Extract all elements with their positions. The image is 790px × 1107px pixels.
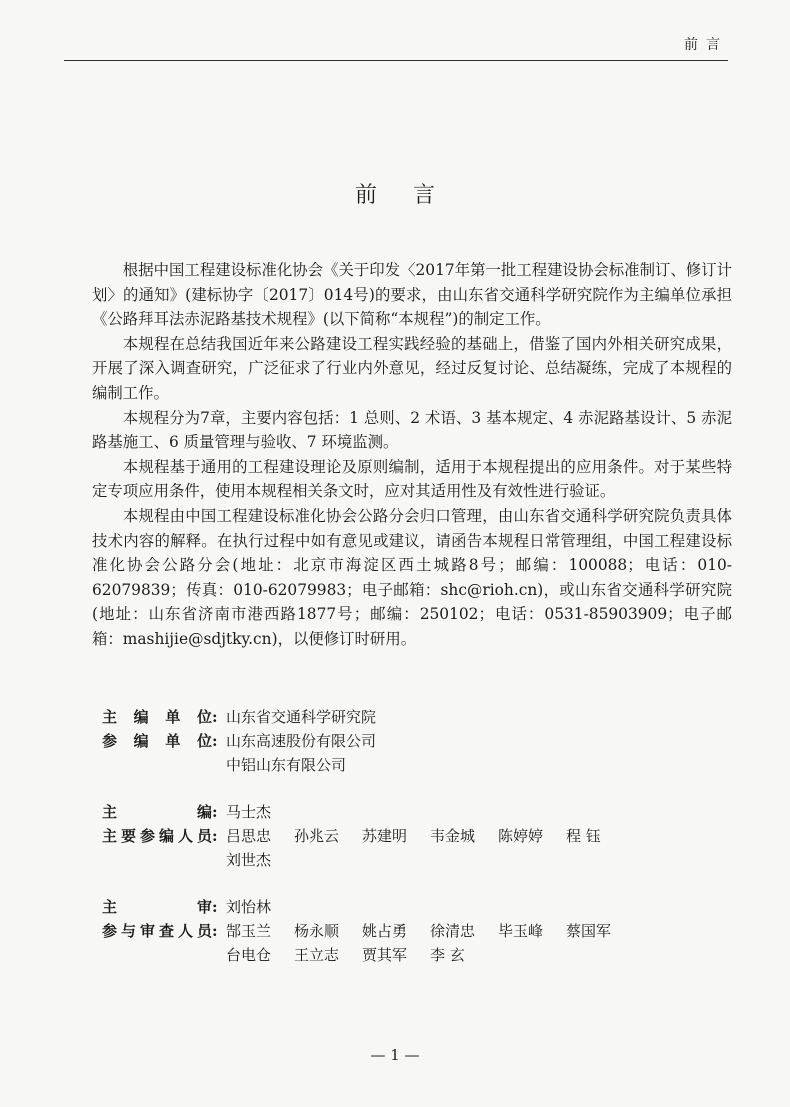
person-name: 毕玉峰 xyxy=(498,922,544,940)
credit-label: 主审 xyxy=(102,898,212,916)
chief-editor: 主编 : 马士杰 xyxy=(102,800,634,824)
header-rule xyxy=(64,60,728,61)
paragraph: 本规程由中国工程建设标准化协会公路分会归口管理，由山东省交通科学研究院负责具体技术内容的解释。在执行过程中如有意见或建议，请函告本规程日常管理组，中国工程建设标准化协会公路分会(地址：北京市海淀区西土城路8号；邮编：100088；电话：010-62079839；传真：010-62079983；电子邮箱：shc@rioh.cn)，或山东省交通科学研究院(地址：山东省济南市港西路1877号；邮编：250102；电话：0531-85903909；电子邮箱：mashijie@sdjtky.cn)，以便修订时研用。 xyxy=(92,506,732,648)
page-number: — 1 — xyxy=(370,1046,420,1064)
person-name: 程 钰 xyxy=(566,827,601,845)
credit-label: 参编单位 xyxy=(102,732,212,750)
credit-label: 主编单位 xyxy=(102,708,212,726)
credit-value: 刘怡林 xyxy=(226,898,272,916)
person-name: 杨永顺 xyxy=(294,922,340,940)
credit-value: 山东省交通科学研究院 xyxy=(226,708,377,726)
person-name: 郜玉兰 xyxy=(226,922,272,940)
person-name: 陈婷婷 xyxy=(498,827,544,845)
person-name: 李 玄 xyxy=(430,946,465,964)
credit-label: 主编 xyxy=(102,803,212,821)
person-name: 徐清忠 xyxy=(430,922,476,940)
person-name: 刘世杰 xyxy=(226,851,272,869)
paragraph: 本规程分为7章，主要内容包括：1 总则、2 术语、3 基本规定、4 赤泥路基设计、5 赤泥路基施工、6 质量管理与验收、7 环境监测。 xyxy=(92,408,732,452)
credit-label: 参与审查人员 xyxy=(102,922,212,940)
preface-body xyxy=(92,258,732,652)
running-header: 前言 xyxy=(684,37,728,53)
credits-block xyxy=(102,705,634,967)
person-name: 孙兆云 xyxy=(294,827,340,845)
reviewers: 参与审查人员 : 郜玉兰 杨永顺 姚占勇 徐清忠 毕玉峰 蔡国军 台电仓 王立志 贾其军 李 玄 xyxy=(102,919,634,967)
page-title: 前言 xyxy=(354,183,471,208)
person-name: 台电仓 xyxy=(226,946,272,964)
person-name: 蔡国军 xyxy=(566,922,612,940)
credit-value: 山东高速股份有限公司 xyxy=(226,732,377,750)
person-name: 韦金城 xyxy=(430,827,476,845)
chief-unit: 主编单位 : 山东省交通科学研究院 xyxy=(102,705,634,729)
paragraph: 本规程基于通用的工程建设理论及原则编制，适用于本规程提出的应用条件。对于某些特定专项应用条件，使用本规程相关条文时，应对其适用性及有效性进行验证。 xyxy=(92,457,732,501)
credit-value: 马士杰 xyxy=(226,803,272,821)
person-name: 吕思忠 xyxy=(226,827,272,845)
main-participants: 主要参编人员 : 吕思忠 孙兆云 苏建明 韦金城 陈婷婷 程 钰 刘世杰 xyxy=(102,824,634,872)
credit-value: 中铝山东有限公司 xyxy=(226,756,347,774)
participating-units: 参编单位 : 山东高速股份有限公司 中铝山东有限公司 xyxy=(102,729,634,777)
person-name: 姚占勇 xyxy=(362,922,408,940)
credit-label: 主要参编人员 xyxy=(102,827,212,845)
paragraph: 根据中国工程建设标准化协会《关于印发〈2017年第一批工程建设协会标准制订、修订计划〉的通知》(建标协字〔2017〕014号)的要求，由山东省交通科学研究院作为主编单位承担《公路拜耳法赤泥路基技术规程》(以下简称“本规程”)的制定工作。 xyxy=(92,261,732,329)
person-name: 苏建明 xyxy=(362,827,408,845)
person-name: 王立志 xyxy=(294,946,340,964)
chief-reviewer: 主审 : 刘怡林 xyxy=(102,895,634,919)
paragraph: 本规程在总结我国近年来公路建设工程实践经验的基础上，借鉴了国内外相关研究成果，开展了深入调查研究，广泛征求了行业内外意见，经过反复讨论、总结凝练，完成了本规程的编制工作。 xyxy=(92,334,732,402)
person-name: 贾其军 xyxy=(362,946,408,964)
